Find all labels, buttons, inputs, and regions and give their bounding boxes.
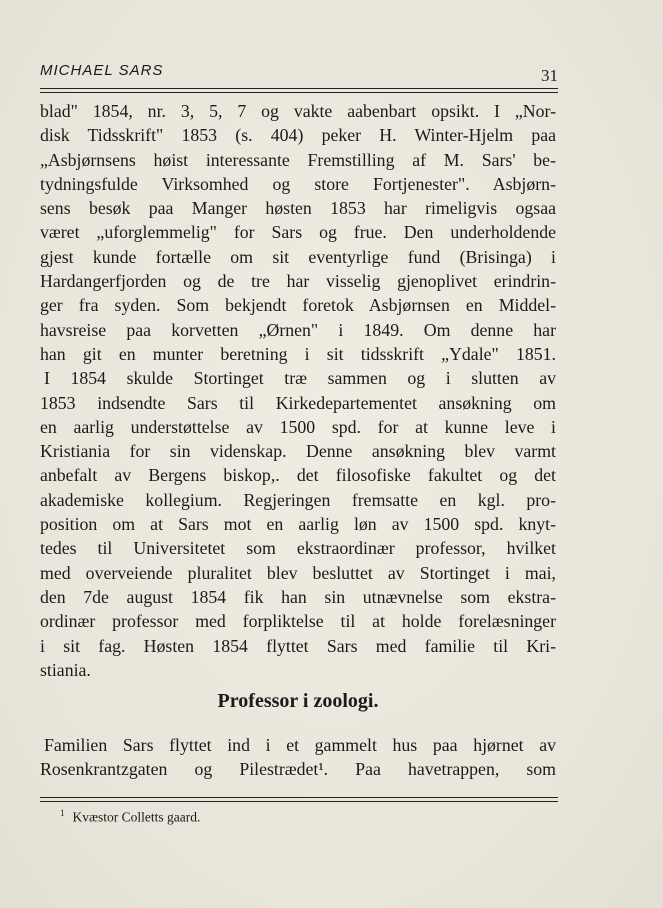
text-line: ger fra syden. Som bekjendt foretok Asbjørnsen en Middel- (40, 295, 556, 316)
text-line: tydningsfulde Virksomhed og store Fortjenester". Asbjørn- (40, 173, 556, 194)
section-body (40, 733, 556, 782)
footnote-text: Kvæstor Colletts gaard. (72, 809, 201, 825)
running-title: MICHAEL SARS (40, 62, 164, 79)
text-line: I 1854 skulde Stortinget træ sammen og i slutten av (44, 368, 556, 389)
text-line: været „uforglemmelig" for Sars og frue. Den underholdende (40, 222, 556, 243)
text-line: sens besøk paa Manger høsten 1853 har rimeligvis ogsaa (40, 198, 556, 219)
text-line: tedes til Universitetet som ekstraordinær professor, hvilket (40, 538, 556, 559)
text-line: en aarlig understøttelse av 1500 spd. for at kunne leve i (40, 416, 556, 437)
text-line: „Asbjørnsens høist interessante Fremstilling af M. Sars' be- (40, 149, 556, 170)
footnote-marker: 1 (60, 808, 65, 818)
text-line: den 7de august 1854 fik han sin utnævnelse som ekstra- (40, 586, 556, 607)
text-line: Kristiania for sin videnskap. Denne ansøkning blev varmt (40, 441, 556, 462)
text-line: akademiske kollegium. Regjeringen fremsatte en kgl. pro- (40, 489, 556, 510)
text-line: havsreise paa korvetten „Ørnen" i 1849. Om denne har (40, 319, 556, 340)
footnote-rule (40, 797, 558, 802)
header-rule (40, 88, 558, 93)
footnote (60, 808, 200, 826)
page-number: 31 (541, 66, 558, 85)
text-line: i sit fag. Høsten 1854 flyttet Sars med familie til Kri- (40, 635, 556, 656)
text-line: Rosenkrantzgaten og Pilestrædet¹. Paa havetrappen, som (40, 759, 556, 780)
text-line: stiania. (40, 659, 91, 680)
text-line: med overveiende pluralitet blev besluttet av Stortinget i mai, (40, 562, 556, 583)
text-line: Familien Sars flyttet ind i et gammelt hus paa hjørnet av (44, 735, 556, 755)
text-line: 1853 indsendte Sars til Kirkedepartementet ansøkning om (40, 392, 556, 413)
text-line: gjest kunde fortælle om sit eventyrlige fund (Brisinga) i (40, 246, 556, 267)
text-line: disk Tidsskrift" 1853 (s. 404) peker H. Winter-Hjelm paa (40, 125, 556, 146)
text-line: blad" 1854, nr. 3, 5, 7 og vakte aabenbart opsikt. I „Nor- (40, 101, 556, 121)
text-line: ordinær professor med forpliktelse til at holde forelæsninger (40, 611, 556, 632)
body-text (40, 99, 556, 682)
section-heading: Professor i zoologi. (217, 690, 379, 712)
text-line: position om at Sars mot en aarlig løn av 1500 spd. knyt- (40, 514, 556, 535)
text-line: anbefalt av Bergens biskop,. det filosofiske fakultet og det (40, 465, 556, 486)
text-line: Hardangerfjorden og de tre har visselig gjenoplivet erindrin- (40, 271, 556, 292)
text-line: han git en munter beretning i sit tidsskrift „Ydale" 1851. (40, 343, 556, 364)
